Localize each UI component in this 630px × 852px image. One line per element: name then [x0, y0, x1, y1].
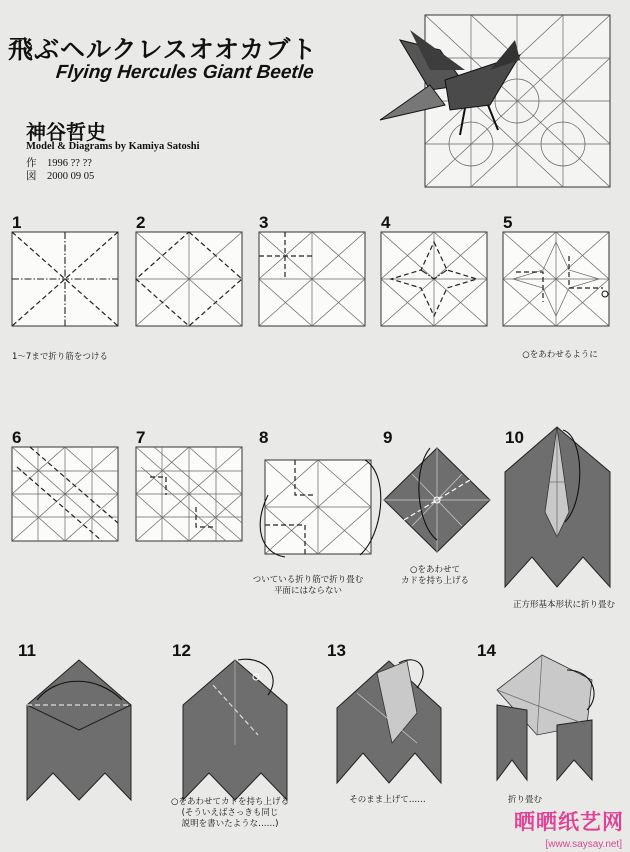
step-number: 11	[18, 641, 36, 660]
title-english: Flying Hercules Giant Beetle	[54, 62, 315, 83]
step-4-diagram	[381, 232, 487, 326]
step-11-diagram	[27, 655, 137, 805]
step-6-diagram	[12, 447, 118, 541]
step-9-diagram	[382, 440, 492, 565]
note-step-10: 正方形基本形状に折り畳む	[512, 600, 615, 610]
title-japanese: 飛ぶヘルクレスオオカブト	[8, 35, 318, 64]
step-number: 13	[327, 641, 346, 660]
step-number: 3	[259, 213, 269, 232]
note-step-14: 折り畳む	[507, 795, 542, 805]
beetle-crease-pattern-illustration	[370, 10, 620, 190]
note-step-8: ついている折り筋で折り畳む 平面にはならない	[252, 575, 364, 596]
step-10-diagram	[505, 422, 615, 592]
credit-line: Model & Diagrams by Kamiya Satoshi	[26, 141, 200, 152]
site-url: [www.saysay.net]	[545, 839, 622, 850]
step-number: 8	[259, 428, 269, 447]
step-number: 2	[136, 213, 146, 232]
step-number: 14	[477, 641, 496, 660]
site-logo: 晒晒纸艺网	[514, 810, 624, 834]
note-step-5: ○をあわせるように	[522, 350, 598, 360]
step-12-diagram	[183, 655, 293, 805]
note-steps-1-7: 1～7まで折り筋をつける	[12, 352, 108, 362]
author-name: 神谷哲史	[26, 120, 106, 144]
step-13-diagram	[337, 653, 447, 793]
step-number: 7	[136, 428, 146, 447]
step-3-diagram	[259, 232, 365, 326]
step-number: 5	[503, 213, 513, 232]
step-5-diagram	[503, 232, 609, 326]
note-step-13: そのまま上げて……	[349, 795, 426, 805]
step-14-diagram	[492, 650, 607, 790]
step-1-diagram	[12, 232, 118, 326]
step-number: 6	[12, 428, 22, 447]
step-2-diagram	[136, 232, 242, 326]
step-number: 9	[383, 428, 393, 447]
step-7-diagram	[136, 447, 242, 541]
made-date: 作 1996 ?? ??	[26, 158, 92, 169]
step-number: 12	[172, 641, 191, 660]
step-number: 10	[505, 428, 524, 447]
step-number: 4	[381, 213, 391, 232]
note-step-9: ○をあわせて カドを持ち上げる	[400, 565, 469, 586]
drawn-date: 図 2000 09 05	[26, 171, 95, 182]
step-8-diagram	[265, 455, 385, 565]
note-step-12: ○をあわせてカドを持ち上げる (そういえばさっきも同じ 説明を書いたような……)	[171, 797, 289, 829]
step-number: 1	[12, 213, 22, 232]
